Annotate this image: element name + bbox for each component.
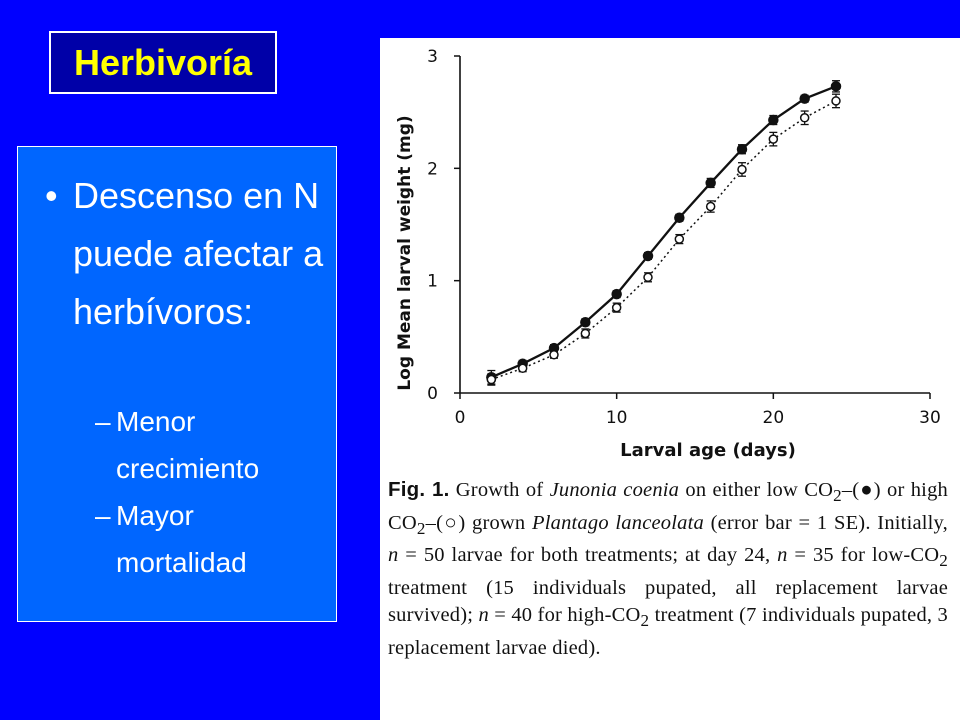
data-point-high-co2 xyxy=(613,304,621,312)
data-point-high-co2 xyxy=(832,97,840,105)
x-axis-label: Larval age (days) xyxy=(620,440,796,461)
caption-text: treatment (7 individuals pupated, 3 replacement larvae died). xyxy=(388,604,948,659)
caption-text: = 50 larvae for both treatments; at day 24, xyxy=(398,544,778,567)
caption-text: Growth of xyxy=(449,479,550,501)
subbullet-growth: Menor crecimiento xyxy=(116,406,260,484)
data-point-high-co2 xyxy=(519,364,527,372)
x-tick-label: 30 xyxy=(919,408,941,428)
series-line-high-co2 xyxy=(491,101,836,380)
data-point-high-co2 xyxy=(769,135,777,143)
caption-text: –(●) or high CO xyxy=(388,479,948,534)
caption-subscript: 2 xyxy=(640,611,650,631)
fig-label: Fig. 1. xyxy=(388,478,450,501)
y-axis-label: Log Mean larval weight (mg) xyxy=(395,115,415,391)
data-point-high-co2 xyxy=(801,114,809,122)
data-point-low-co2 xyxy=(769,116,778,125)
data-point-high-co2 xyxy=(675,235,683,243)
data-point-high-co2 xyxy=(487,376,495,384)
data-point-high-co2 xyxy=(738,165,746,173)
data-point-high-co2 xyxy=(644,273,652,281)
growth-chart xyxy=(380,38,960,468)
data-point-high-co2 xyxy=(707,203,715,211)
data-point-low-co2 xyxy=(800,94,809,103)
data-point-low-co2 xyxy=(612,290,621,299)
x-tick-label: 0 xyxy=(454,408,466,428)
data-point-low-co2 xyxy=(644,251,653,260)
y-tick-label: 0 xyxy=(427,384,438,404)
caption-text: = 40 for high-CO xyxy=(488,604,641,627)
data-point-low-co2 xyxy=(738,145,747,154)
caption-subscript: 2 xyxy=(416,518,426,538)
series-line-low-co2 xyxy=(491,86,836,377)
caption-n: n xyxy=(478,604,489,627)
y-tick-label: 2 xyxy=(427,159,438,180)
data-point-high-co2 xyxy=(550,351,558,359)
x-tick-label: 10 xyxy=(605,408,628,428)
caption-text: –(○) grown xyxy=(425,511,533,534)
caption-subscript: 2 xyxy=(833,486,842,506)
y-tick-label: 3 xyxy=(427,47,438,67)
subbullet-dash: – xyxy=(95,500,111,531)
bullet-main: Descenso en N puede afectar a herbívoros: xyxy=(73,175,324,332)
caption-species: Junonia coenia xyxy=(549,479,680,501)
data-point-low-co2 xyxy=(675,213,684,222)
data-point-low-co2 xyxy=(706,178,715,187)
bullet-dot: • xyxy=(45,175,58,216)
data-point-low-co2 xyxy=(581,318,590,327)
data-point-low-co2 xyxy=(832,82,841,91)
caption-text: (error bar = 1 SE). Initially, xyxy=(703,511,948,534)
caption-text: = 35 for low-CO xyxy=(787,544,940,567)
figure-caption xyxy=(388,476,948,662)
caption-text: on either low CO xyxy=(679,479,834,501)
y-tick-label: 1 xyxy=(427,271,438,292)
x-tick-label: 20 xyxy=(762,408,785,428)
slide-title: Herbivoría xyxy=(49,31,277,94)
caption-text: treatment (15 individuals pupated, all replacement larvae survived); xyxy=(388,576,948,627)
data-point-high-co2 xyxy=(581,329,589,337)
subbullet-mortality: Mayor mortalidad xyxy=(116,500,247,578)
caption-n: n xyxy=(777,544,788,567)
bullet-text-box xyxy=(17,146,337,622)
caption-n: n xyxy=(388,544,399,567)
figure-panel xyxy=(380,38,960,720)
caption-plant: Plantago lanceolata xyxy=(532,511,704,534)
caption-subscript: 2 xyxy=(939,551,948,571)
subbullet-dash: – xyxy=(95,406,111,437)
